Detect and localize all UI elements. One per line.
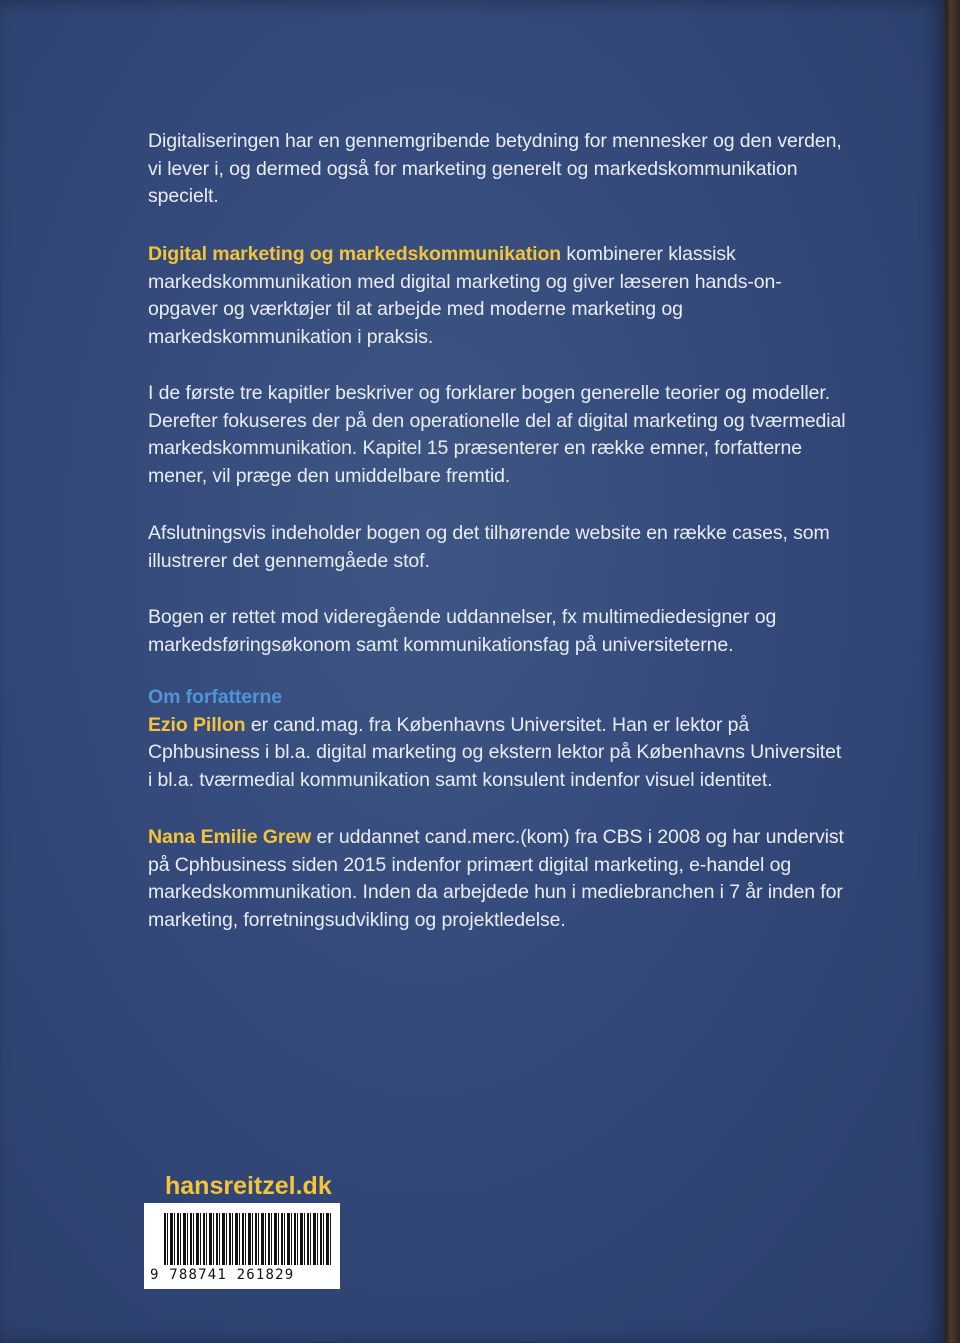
book-title-highlight: Digital marketing og markedskommunikation (148, 243, 562, 265)
authors-heading: Om forfatterne (148, 686, 283, 708)
author1-bio-text: er cand.mag. fra Københavns Universitet. Han er lektor på Cphbusiness i bl.a. digital marketing og ekstern lektor på Københavns Universitet i bl.a. tværmedial kommunikation samt konsulent indenfor visuel identitet. (148, 713, 842, 791)
author1-bio (148, 712, 848, 795)
barcode-digits: 9 788741 261829 (150, 1267, 295, 1283)
isbn-barcode (144, 1203, 340, 1289)
barcode-bars (164, 1213, 332, 1265)
publisher-website: hansreitzel.dk (165, 1172, 332, 1200)
chapters-text: I de første tre kapitler beskriver og forklarer bogen generelle teorier og modeller. Derefter fokuseres der på den operationelle del af digital marketing og tværmedial markedskommunikation. Kapitel 15 præsenterer en række emner, forfatterne mener, vil præge den umiddelbare fremtid. (148, 382, 846, 487)
audience-text: Bogen er rettet mod videregående uddannelser, fx multimediedesigner og markedsføringsøkonom samt kommunikationsfag på universiteterne. (148, 606, 777, 656)
intro-paragraph (148, 128, 848, 211)
cases-paragraph (148, 520, 848, 575)
cases-text: Afslutningsvis indeholder bogen og det tilhørende website en række cases, som illustrerer det gennemgåede stof. (148, 522, 830, 572)
audience-paragraph (148, 604, 848, 659)
author1-name: Ezio Pillon (148, 713, 246, 736)
author2-name: Nana Emilie Grew (148, 826, 312, 848)
book-edge (945, 0, 960, 1343)
chapters-paragraph (148, 380, 848, 490)
intro-text: Digitaliseringen har en gennemgribende betydning for mennesker og den verden, vi lever i, og dermed også for marketing generelt og markedskommunikation specielt. (148, 130, 842, 207)
author2-bio-text: er uddannet cand.merc.(kom) fra CBS i 2008 og har undervist på Cphbusiness siden 2015 indenfor primært digital marketing, e-handel og markedskommunikation. Inden da arbejdede hun i mediebranchen i 7 år inden for marketing, forretningsudvikling og projektledelse. (148, 826, 844, 931)
book-description-text: kombinerer klassisk markedskommunikation med digital marketing og giver læseren hands-on-opgaver og værktøjer til at arbejde med moderne marketing og markedskommunikation i praksis. (148, 243, 782, 348)
author2-bio (148, 824, 848, 934)
authors-section (148, 684, 848, 794)
book-description-paragraph (148, 241, 848, 351)
